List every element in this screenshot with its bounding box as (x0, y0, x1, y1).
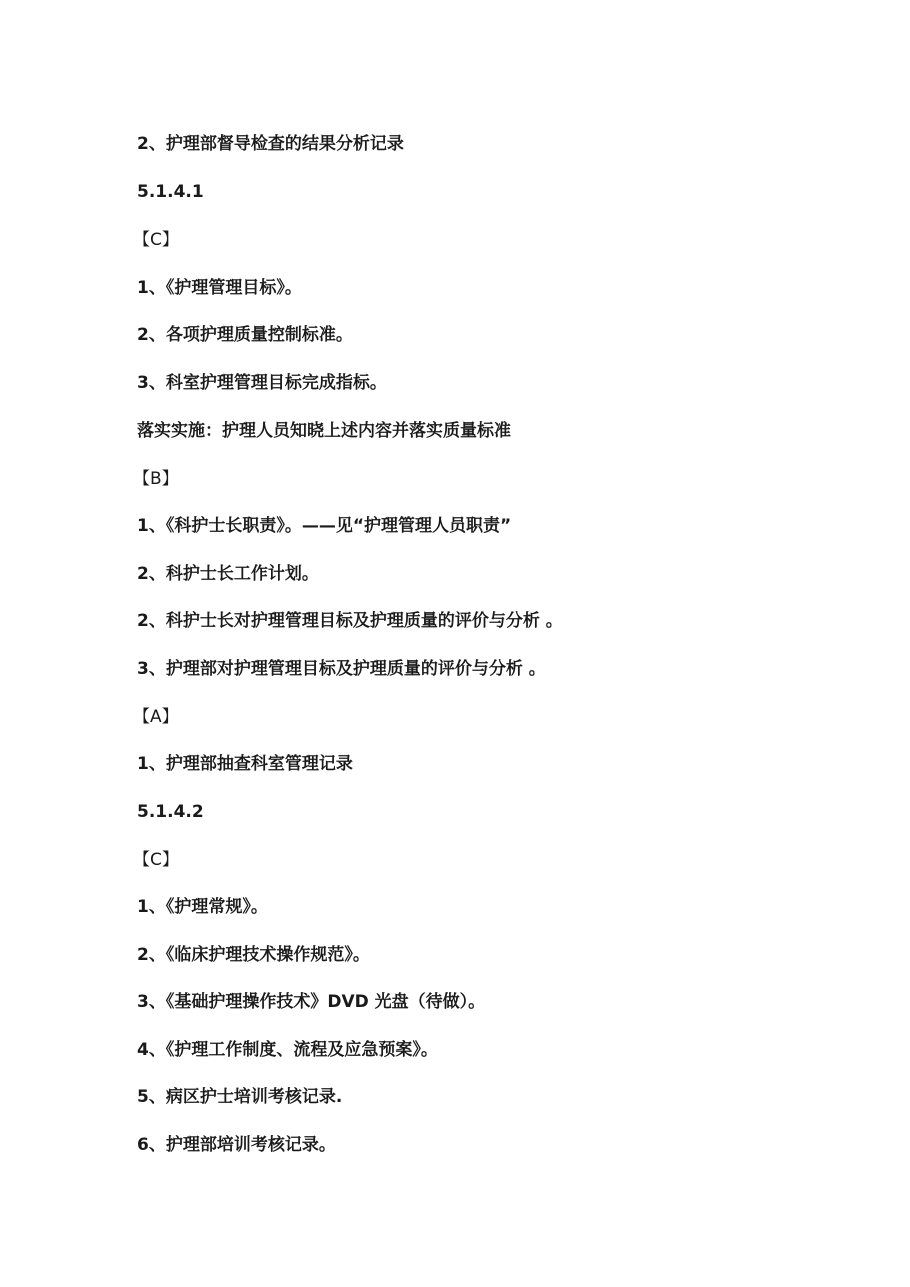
list-item: 4、《护理工作制度、流程及应急预案》。 (137, 1040, 438, 1060)
level-marker: 【C】 (133, 230, 179, 250)
list-item: 3、科室护理管理目标完成指标。 (137, 373, 387, 393)
list-item: 6、护理部培训考核记录。 (137, 1135, 336, 1155)
list-item: 2、科护士长对护理管理目标及护理质量的评价与分析 。 (137, 611, 563, 631)
list-item: 1、护理部抽查科室管理记录 (137, 754, 353, 774)
list-item: 1、《护理管理目标》。 (137, 278, 302, 298)
section-number: 5.1.4.2 (137, 802, 204, 822)
level-marker: 【C】 (133, 850, 179, 870)
list-item: 1、《护理常规》。 (137, 897, 268, 917)
list-item: 落实实施：护理人员知晓上述内容并落实质量标准 (137, 421, 511, 441)
list-item: 2、护理部督导检查的结果分析记录 (137, 134, 404, 154)
list-item: 2、科护士长工作计划。 (137, 564, 319, 584)
section-number: 5.1.4.1 (137, 182, 204, 202)
list-item: 3、护理部对护理管理目标及护理质量的评价与分析 。 (137, 659, 546, 679)
list-item: 5、病区护士培训考核记录. (137, 1087, 343, 1107)
level-marker: 【A】 (133, 707, 179, 727)
list-item: 2、各项护理质量控制标准。 (137, 325, 353, 345)
list-item: 3、《基础护理操作技术》DVD 光盘（待做）。 (137, 992, 486, 1012)
list-item: 2、《临床护理技术操作规范》。 (137, 945, 370, 965)
level-marker: 【B】 (133, 469, 179, 489)
list-item: 1、《科护士长职责》。——见“护理管理人员职责” (137, 516, 512, 536)
